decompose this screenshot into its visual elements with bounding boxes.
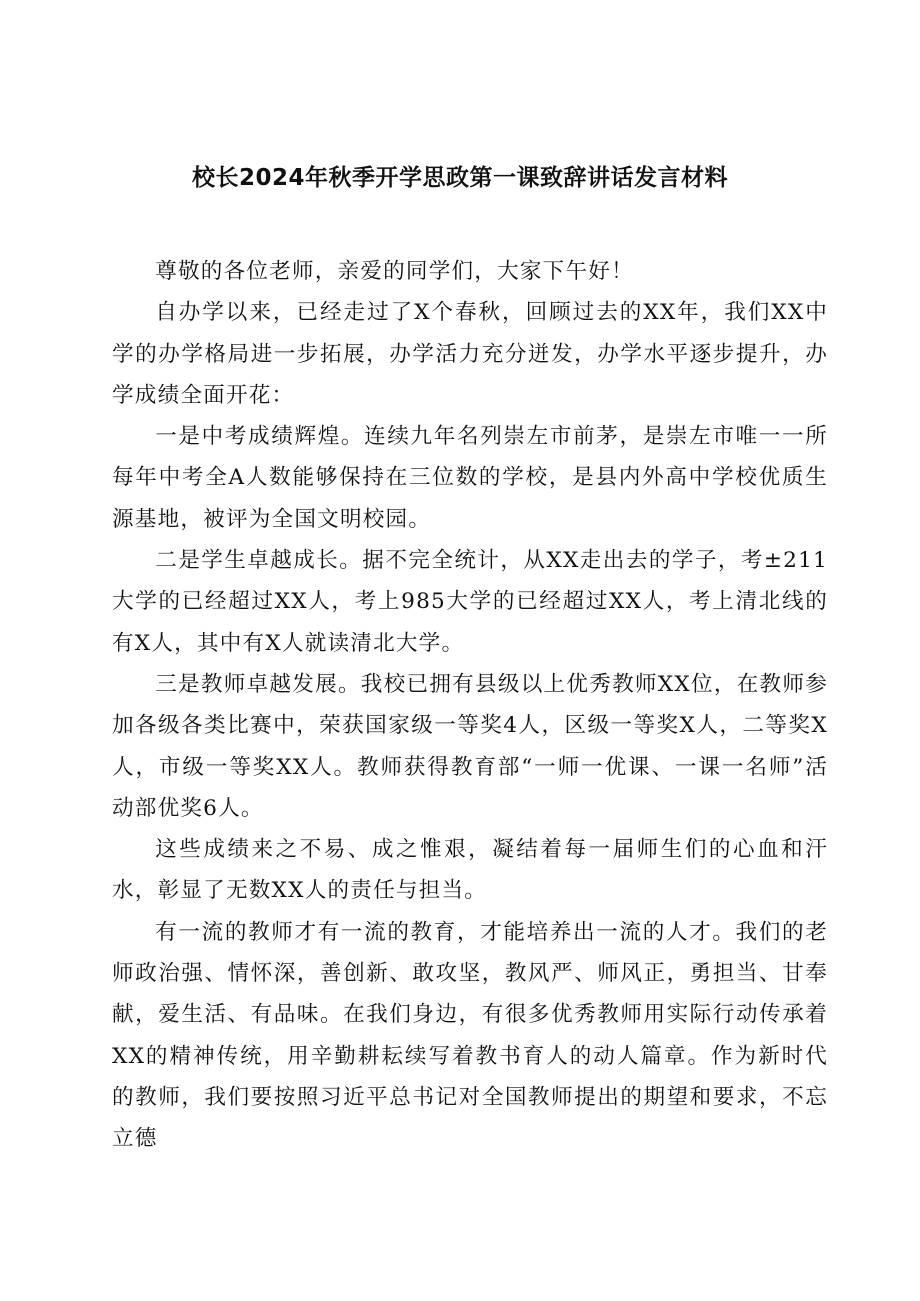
document-title: 校长2024年秋季开学思政第一课致辞讲话发言材料 (191, 165, 728, 191)
paragraph-teacher-development: 三是教师卓越发展。我校已拥有县级以上优秀教师XX位，在教师参加各级各类比赛中，荣获国家级一等奖4人，区级一等奖X人，二等奖X人，市级一等奖XX人。教师获得教育部“一师一优课、一课一名师”活动部优奖6人。 (112, 671, 828, 821)
paragraph-greeting: 尊敬的各位老师，亲爱的同学们，大家下午好！ (155, 259, 634, 284)
paragraph-exam-results: 一是中考成绩辉煌。连续九年名列崇左市前茅，是崇左市唯一一所每年中考全A人数能够保持在三位数的学校，是县内外高中学校优质生源基地，被评为全国文明校园。 (112, 424, 828, 532)
document-body (112, 251, 828, 1160)
paragraph-student-growth: 二是学生卓越成长。据不完全统计，从XX走出去的学子，考±211大学的已经超过XX人，考上985大学的已经超过XX人，考上清北线的有X人，其中有X人就读清北大学。 (112, 548, 828, 656)
paragraph-teachers: 有一流的教师才有一流的教育，才能培养出一流的人才。我们的老师政治强、情怀深，善创新、敢攻坚，教风严、师风正，勇担当、甘奉献，爱生活、有品味。在我们身边，有很多优秀教师用实际行动传承着XX的精神传统，用辛勤耕耘续写着教书育人的动人篇章。作为新时代的教师，我们要按照习近平总书记对全国教师提出的期望和要求，不忘立德 (112, 919, 828, 1152)
paragraph-achievements: 这些成绩来之不易、成之惟艰，凝结着每一届师生们的心血和汗水，彰显了无数XX人的责任与担当。 (112, 837, 828, 904)
paragraph-intro: 自办学以来，已经走过了X个春秋，回顾过去的XX年，我们XX中学的办学格局进一步拓展，办学活力充分迸发，办学水平逐步提升，办学成绩全面开花： (112, 300, 828, 408)
